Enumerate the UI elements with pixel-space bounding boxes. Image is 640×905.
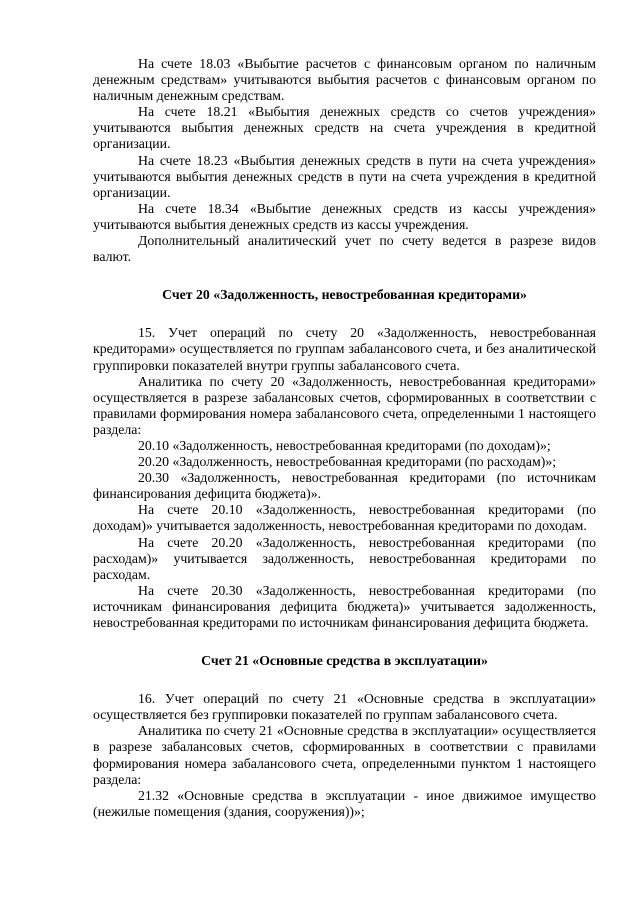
list-item: 20.20 «Задолженность, невостребованная кредиторами (по расходам)»; bbox=[138, 454, 557, 470]
paragraph: 15. Учет операций по счету 20 «Задолженность, невостребованная кредиторами» осуществляется по группам забалансового счета, и без аналитической группировки показателей внутри группы забалансового счета. bbox=[93, 325, 596, 373]
list-item: 20.30 «Задолженность, невостребованная кредиторами (по источникам финансирования дефицита бюджета)». bbox=[93, 470, 596, 502]
paragraph: Аналитика по счету 21 «Основные средства в эксплуатации» осуществляется в разрезе забалансовых счетов, сформированных в соответствии с правилами формирования номера забалансового счета, определенными пунктом 1 настоящего раздела: bbox=[93, 723, 596, 787]
paragraph: На счете 18.21 «Выбытия денежных средств со счетов учреждения» учитываются выбытия денежных средств на счета учреждения в кредитной организации. bbox=[93, 104, 596, 152]
paragraph: На счете 18.34 «Выбытие денежных средств из кассы учреждения» учитываются выбытия денежных средств из кассы учреждения. bbox=[93, 200, 596, 232]
paragraph: На счете 18.03 «Выбытие расчетов с финансовым органом по наличным денежным средствам» учитываются выбытия расчетов с финансовым органом по наличным денежным средствам. bbox=[93, 56, 596, 104]
paragraph: 16. Учет операций по счету 21 «Основные средства в эксплуатации» осуществляется без группировки показателей по группам забалансового счета. bbox=[93, 691, 596, 723]
list-item: 21.32 «Основные средства в эксплуатации - иное движимое имущество (нежилые помещения (здания, сооружения))»; bbox=[93, 787, 596, 819]
section-heading: Счет 20 «Задолженность, невостребованная кредиторами» bbox=[162, 287, 527, 303]
paragraph: На счете 18.23 «Выбытия денежных средств в пути на счета учреждения» учитываются выбытия денежных средств в пути на счета учреждения в кредитной организации. bbox=[93, 152, 596, 200]
paragraph: На счете 20.10 «Задолженность, невостребованная кредиторами (по доходам)» учитывается задолженность, невостребованная кредиторами по доходам. bbox=[93, 502, 596, 534]
paragraph: Дополнительный аналитический учет по счету ведется в разрезе видов валют. bbox=[93, 233, 596, 265]
section-heading: Счет 21 «Основные средства в эксплуатации» bbox=[201, 653, 488, 669]
list-item: 20.10 «Задолженность, невостребованная кредиторами (по доходам)»; bbox=[138, 437, 551, 453]
paragraph: На счете 20.30 «Задолженность, невостребованная кредиторами (по источникам финансирования дефицита бюджета)» учитывается задолженность, невостребованная кредиторами по источникам финансирования дефицита бюджета. bbox=[93, 582, 596, 630]
paragraph: На счете 20.20 «Задолженность, невостребованная кредиторами (по расходам)» учитывается задолженность, невостребованная кредиторами по расходам. bbox=[93, 534, 596, 582]
paragraph: Аналитика по счету 20 «Задолженность, невостребованная кредиторами» осуществляется в разрезе забалансовых счетов, сформированных в соответствии с правилами формирования номера забалансового счета, определенными 1 настоящего раздела: bbox=[93, 373, 596, 437]
document-page bbox=[93, 56, 596, 820]
